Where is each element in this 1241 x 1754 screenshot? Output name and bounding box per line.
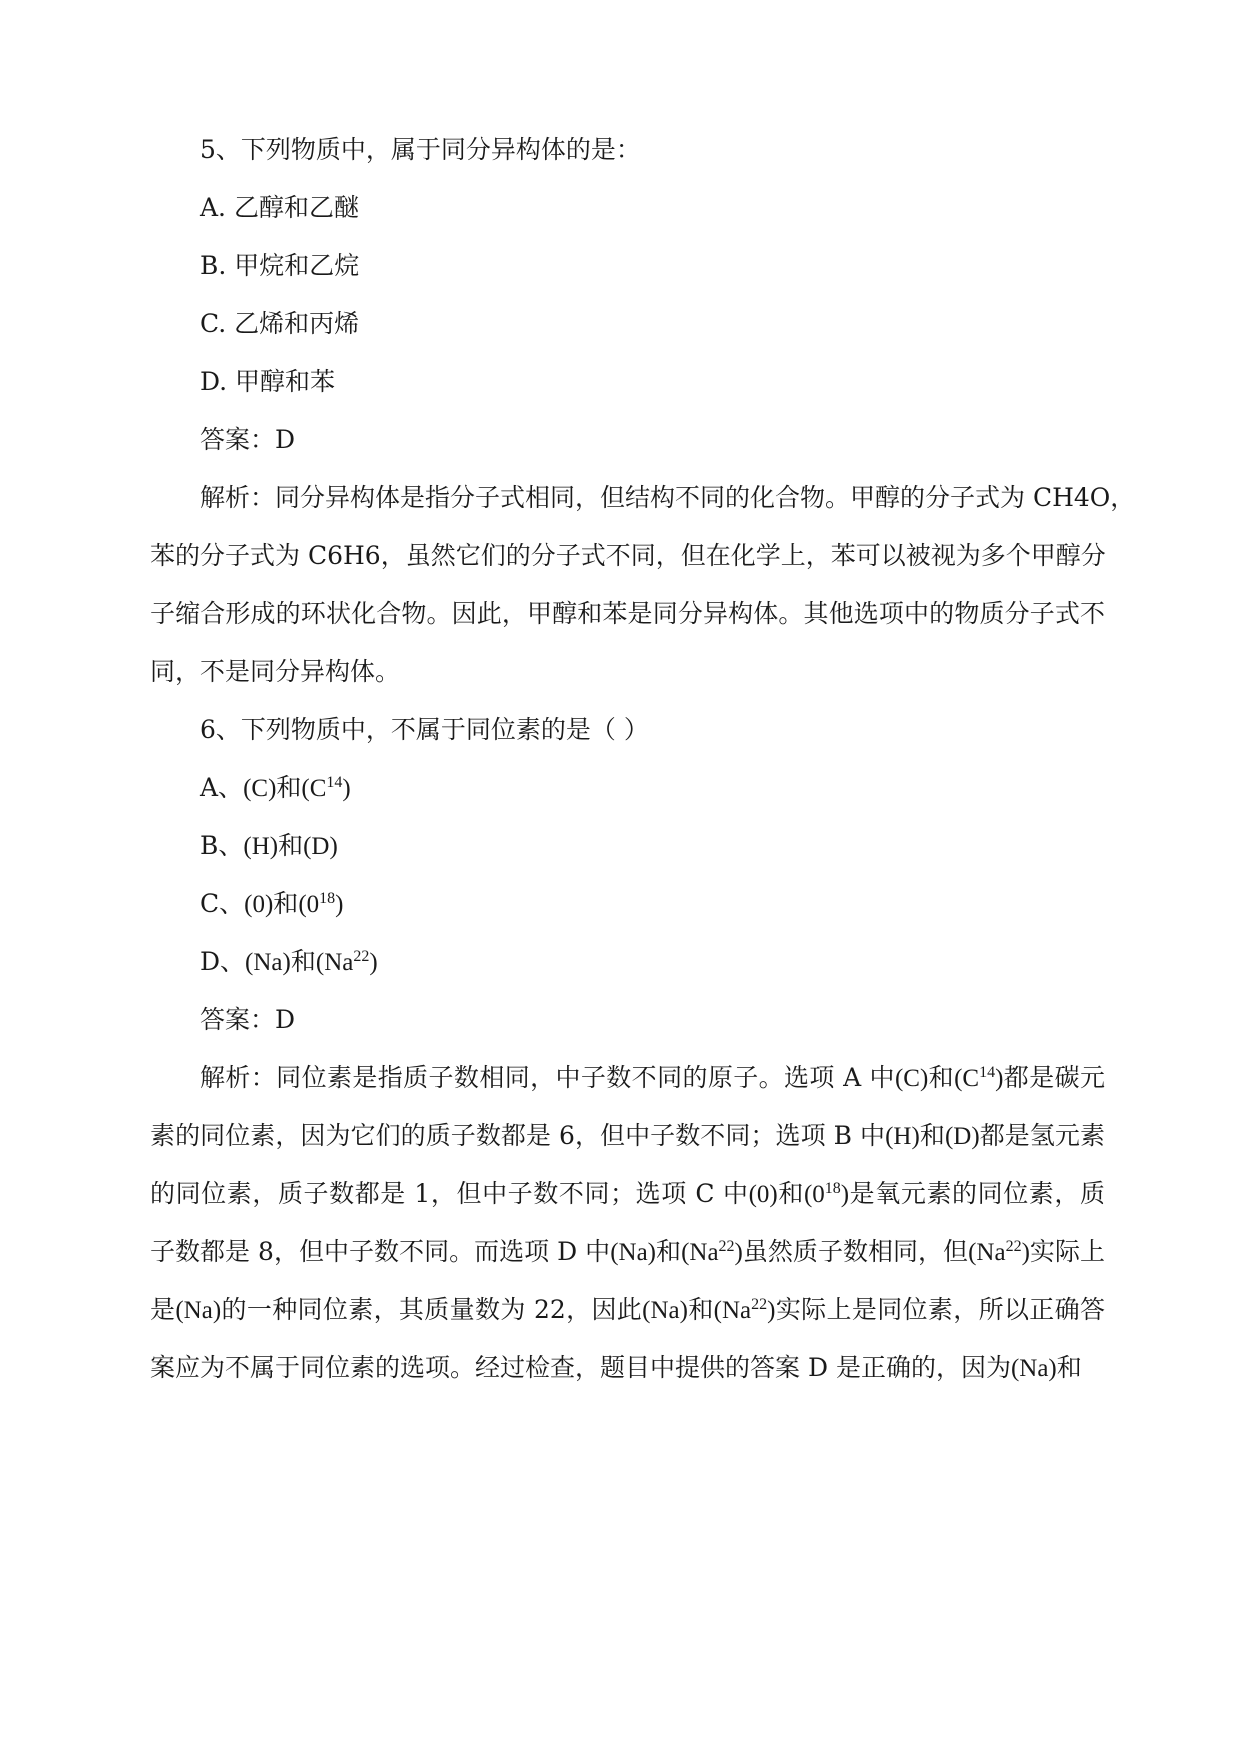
isotope-symbol: (0) (748, 1181, 778, 1208)
q5-explanation-line: 同，不是同分异构体。 (150, 657, 401, 686)
q5-question: 5、下列物质中，属于同分异构体的是： (200, 135, 641, 164)
text: 和 (1056, 1353, 1082, 1382)
isotope-symbol: (Na (968, 1239, 1006, 1266)
close-paren: ) (995, 1065, 1004, 1092)
mass-number: 14 (979, 1064, 996, 1081)
mass-number: 22 (751, 1296, 768, 1313)
isotope-symbol: (C (301, 775, 327, 802)
q6-option-c (200, 889, 343, 920)
close-paren: ) (342, 775, 351, 802)
text: 都是碳元 (1003, 1063, 1105, 1092)
isotope-symbol: (D) (303, 833, 338, 860)
text: 实际上 (1029, 1237, 1105, 1266)
q5-option-b: B. 甲烷和乙烷 (200, 251, 360, 280)
text: 都是氢元素 (979, 1121, 1105, 1150)
q6-explanation-line (150, 1237, 1105, 1268)
close-paren: ) (369, 949, 378, 976)
isotope-symbol: (0 (298, 891, 320, 918)
close-paren: ) (1021, 1239, 1030, 1266)
joiner: 和 (656, 1237, 682, 1266)
mass-number: 22 (1005, 1238, 1022, 1255)
option-prefix: B、 (200, 831, 244, 860)
option-prefix: C、 (200, 889, 245, 918)
joiner: 和 (777, 1179, 804, 1208)
q6-option-b (200, 831, 338, 862)
q6-answer: 答案：D (200, 1005, 296, 1034)
joiner: 和 (278, 831, 304, 860)
mass-number: 22 (353, 948, 370, 965)
isotope-symbol: (Na) (245, 949, 291, 976)
isotope-symbol: (Na (713, 1297, 752, 1324)
q6-explanation-line (150, 1121, 1105, 1152)
q5-option-a: A. 乙醇和乙醚 (200, 193, 359, 222)
joiner: 和 (276, 773, 302, 802)
joiner: 和 (687, 1295, 714, 1324)
isotope-symbol: (Na) (175, 1297, 222, 1324)
isotope-symbol: (Na (315, 949, 354, 976)
isotope-symbol: (C) (894, 1065, 929, 1092)
isotope-symbol: (C) (243, 775, 277, 802)
q5-option-d: D. 甲醇和苯 (200, 367, 336, 396)
q6-option-d (200, 947, 378, 978)
q6-explanation-line (150, 1353, 1082, 1384)
text: 子数都是 8，但中子数不同。而选项 D 中 (150, 1237, 611, 1266)
q6-option-a (200, 773, 351, 804)
isotope-symbol: (Na) (610, 1239, 657, 1266)
close-paren: ) (335, 891, 344, 918)
joiner: 和 (919, 1121, 945, 1150)
q6-explanation-line (200, 1063, 1105, 1094)
q5-explanation-line: 苯的分子式为 C6H6，虽然它们的分子式不同，但在化学上，苯可以被视为多个甲醇分 (150, 541, 1106, 570)
q5-explanation-line: 子缩合形成的环状化合物。因此，甲醇和苯是同分异构体。其他选项中的物质分子式不 (150, 599, 1105, 628)
text: 案应为不属于同位素的选项。经过检查，题目中提供的答案 D 是正确的，因为 (150, 1353, 1011, 1382)
isotope-symbol: (H) (885, 1123, 920, 1150)
mass-number: 18 (319, 890, 336, 907)
isotope-symbol: (Na) (1010, 1355, 1057, 1382)
text: 的同位素，质子数都是 1，但中子数不同；选项 C 中 (150, 1179, 749, 1208)
option-prefix: D、 (200, 947, 246, 976)
text: 解析：同位素是指质子数相同，中子数不同的原子。选项 A 中 (200, 1063, 895, 1092)
isotope-symbol: (D) (944, 1123, 980, 1150)
q6-question: 6、下列物质中，不属于同位素的是（ ） (200, 715, 649, 744)
mass-number: 18 (824, 1180, 841, 1197)
text: 素的同位素，因为它们的质子数都是 6，但中子数不同；选项 B 中 (150, 1121, 886, 1150)
joiner: 和 (928, 1063, 955, 1092)
joiner: 和 (273, 889, 299, 918)
q6-explanation-line (150, 1179, 1105, 1210)
option-prefix: A、 (200, 773, 244, 802)
mass-number: 14 (326, 774, 343, 791)
joiner: 和 (290, 947, 316, 976)
isotope-symbol: (Na (681, 1239, 719, 1266)
close-paren: ) (734, 1239, 743, 1266)
isotope-symbol: (H) (243, 833, 279, 860)
isotope-symbol: (0) (244, 891, 274, 918)
q6-explanation-line (150, 1295, 1105, 1326)
q5-explanation-line: 解析：同分异构体是指分子式相同，但结构不同的化合物。甲醇的分子式为 CH4O， (200, 483, 1136, 512)
isotope-symbol: (C (954, 1065, 980, 1092)
q5-option-c: C. 乙烯和丙烯 (200, 309, 360, 338)
close-paren: ) (840, 1181, 850, 1208)
text: 虽然质子数相同，但 (742, 1237, 969, 1266)
text: 实际上是同位素，所以正确答 (775, 1295, 1105, 1324)
q5-answer: 答案：D (200, 425, 296, 454)
text: 是氧元素的同位素，质 (849, 1179, 1105, 1208)
isotope-symbol: (0 (803, 1181, 825, 1208)
close-paren: ) (767, 1297, 776, 1324)
text: 的一种同位素，其质量数为 22，因此 (221, 1295, 643, 1324)
mass-number: 22 (718, 1238, 735, 1255)
isotope-symbol: (Na) (642, 1297, 688, 1324)
text: 是 (150, 1295, 176, 1324)
